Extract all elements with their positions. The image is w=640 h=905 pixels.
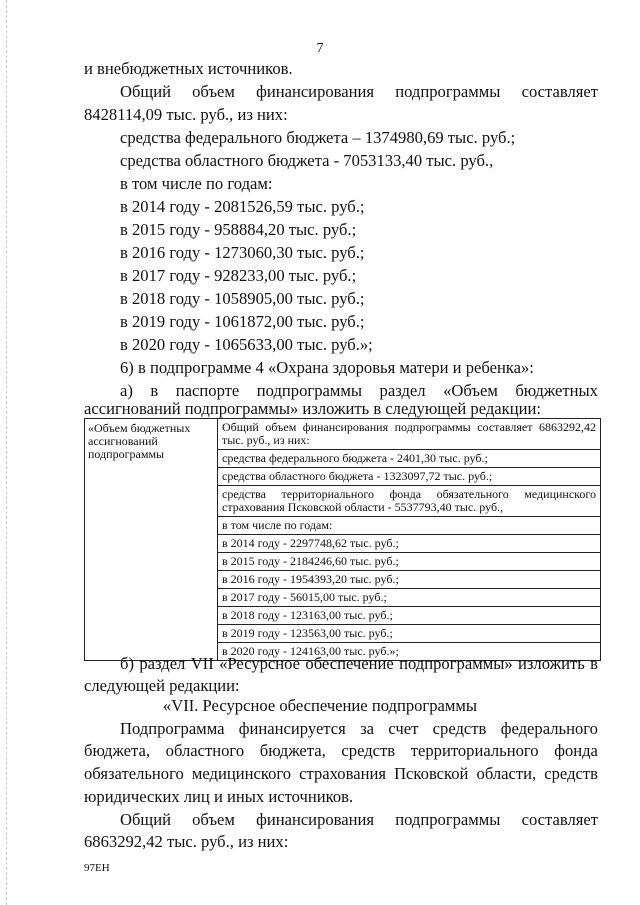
passport-table: [84, 418, 601, 661]
table-line: средства областного бюджета - 1323097,72 тыс. руб.;: [218, 468, 600, 486]
line-external-sources: и внебюджетных источников.: [84, 59, 293, 78]
word: финансирования: [256, 810, 375, 829]
year-line-2017: в 2017 году - 928233,00 тыс. руб.;: [120, 266, 357, 285]
section-title: «VII. Ресурсное обеспечение подпрограммы: [162, 696, 478, 715]
word: в: [150, 381, 159, 400]
word: Подпрограмма: [120, 719, 225, 738]
word: подпрограммы: [395, 810, 501, 829]
word: «Объем: [443, 381, 498, 400]
line-passport-section: [120, 381, 598, 401]
line-subprogram-4: 6) в подпрограмме 4 «Охрана здоровья матери и ребенка»:: [120, 358, 534, 377]
word: бюджетных: [515, 381, 598, 400]
year-line-2019: в 2019 году - 1061872,00 тыс. руб.;: [120, 312, 365, 331]
word: «Ресурсное: [219, 654, 301, 673]
line-regional-budget: средства областного бюджета - 7053133,40 тыс. руб.,: [120, 151, 494, 170]
paragraph-line: [120, 810, 598, 830]
word: территориального: [410, 741, 539, 760]
line-allocations: ассигнований подпрограммы» изложить в следующей редакции:: [84, 399, 541, 418]
word: подпрограммы: [256, 381, 363, 400]
word: медицинского: [191, 764, 292, 783]
line-by-years: в том числе по годам:: [120, 174, 273, 193]
table-line: Общий объем финансирования подпрограммы составляет 6863292,42 тыс. руб., из них:: [218, 419, 600, 450]
table-line: в 2020 году - 124163,00 тыс. руб.»;: [222, 644, 399, 658]
table-row: [85, 419, 601, 661]
table-label-cell: «Объем бюджетных ассигнований подпрограммы: [85, 419, 218, 661]
line-federal-budget: средства федерального бюджета – 1374980,69 тыс. руб.;: [120, 128, 516, 147]
word: за: [360, 719, 375, 738]
word: изложить: [518, 654, 585, 673]
word: раздел: [139, 654, 186, 673]
word: финансирования: [256, 82, 375, 101]
word: составляет: [521, 810, 598, 829]
word: б): [120, 654, 134, 673]
word: Псковской: [394, 764, 469, 783]
year-line-2015: в 2015 году - 958884,20 тыс. руб.;: [120, 220, 357, 239]
word: подпрограммы»: [399, 654, 513, 673]
word: области,: [476, 764, 537, 783]
word: составляет: [521, 82, 598, 101]
word: средств: [341, 741, 396, 760]
word: бюджета,: [259, 741, 326, 760]
line-next-edition: следующей редакции:: [84, 676, 240, 695]
word: фонда: [554, 741, 598, 760]
line-section-vii: [120, 654, 598, 674]
word: паспорте: [175, 381, 240, 400]
year-line-2020: в 2020 году - 1065633,00 тыс. руб.»;: [120, 335, 373, 354]
year-line-2018: в 2018 году - 1058905,00 тыс. руб.;: [120, 289, 365, 308]
word: объем: [192, 82, 235, 101]
year-line-2016: в 2016 году - 1273060,30 тыс. руб.;: [120, 243, 365, 262]
word: средств: [544, 764, 598, 783]
word: подпрограммы: [395, 82, 501, 101]
word: страхования: [299, 764, 386, 783]
line-total-amount: 8428114,09 тыс. руб., из них:: [84, 105, 288, 124]
word: средств: [432, 719, 487, 738]
word: а): [120, 381, 133, 400]
word: раздел: [379, 381, 426, 400]
table-line: в 2018 году - 123163,00 тыс. руб.;: [218, 607, 600, 625]
table-value-cell: [218, 419, 601, 661]
word: финансируется: [238, 719, 346, 738]
page-number: 7: [316, 41, 324, 56]
table-line: в том числе по годам:: [218, 517, 600, 535]
table-line: средства территориального фонда обязательного медицинского страхования Псковской области - 5537793,40 тыс. руб.,: [218, 486, 600, 517]
year-line-2014: в 2014 году - 2081526,59 тыс. руб.;: [120, 197, 365, 216]
word: в: [590, 654, 598, 673]
paragraph-line: 6863292,42 тыс. руб., из них:: [84, 832, 289, 851]
word: объем: [192, 810, 235, 829]
word: Общий: [120, 82, 171, 101]
word: областного: [165, 741, 245, 760]
table-line: средства федерального бюджета - 2401,30 тыс. руб.;: [218, 450, 600, 468]
word: Общий: [120, 810, 171, 829]
paragraph-line: юридических лиц и иных источников.: [84, 787, 354, 806]
table-line: в 2017 году - 56015,00 тыс. руб.;: [218, 589, 600, 607]
table-line: в 2019 году - 123563,00 тыс. руб.;: [218, 625, 600, 643]
page-edge-line: [6, 0, 7, 905]
word: VII: [190, 654, 214, 673]
paragraph-line: [84, 764, 598, 784]
footer-code: 97ЕН: [84, 862, 110, 874]
word: бюджета,: [84, 741, 151, 760]
table-line: в 2016 году - 1954393,20 тыс. руб.;: [218, 571, 600, 589]
word: обязательного: [84, 764, 184, 783]
word: счет: [388, 719, 419, 738]
paragraph-line: [84, 741, 598, 761]
paragraph-line: [120, 719, 598, 739]
word: обеспечение: [305, 654, 394, 673]
table-line: в 2014 году - 2297748,62 тыс. руб.;: [218, 535, 600, 553]
table-line: в 2015 году - 2184246,60 тыс. руб.;: [218, 553, 600, 571]
word: федерального: [500, 719, 598, 738]
line-total-funding: [120, 82, 598, 102]
